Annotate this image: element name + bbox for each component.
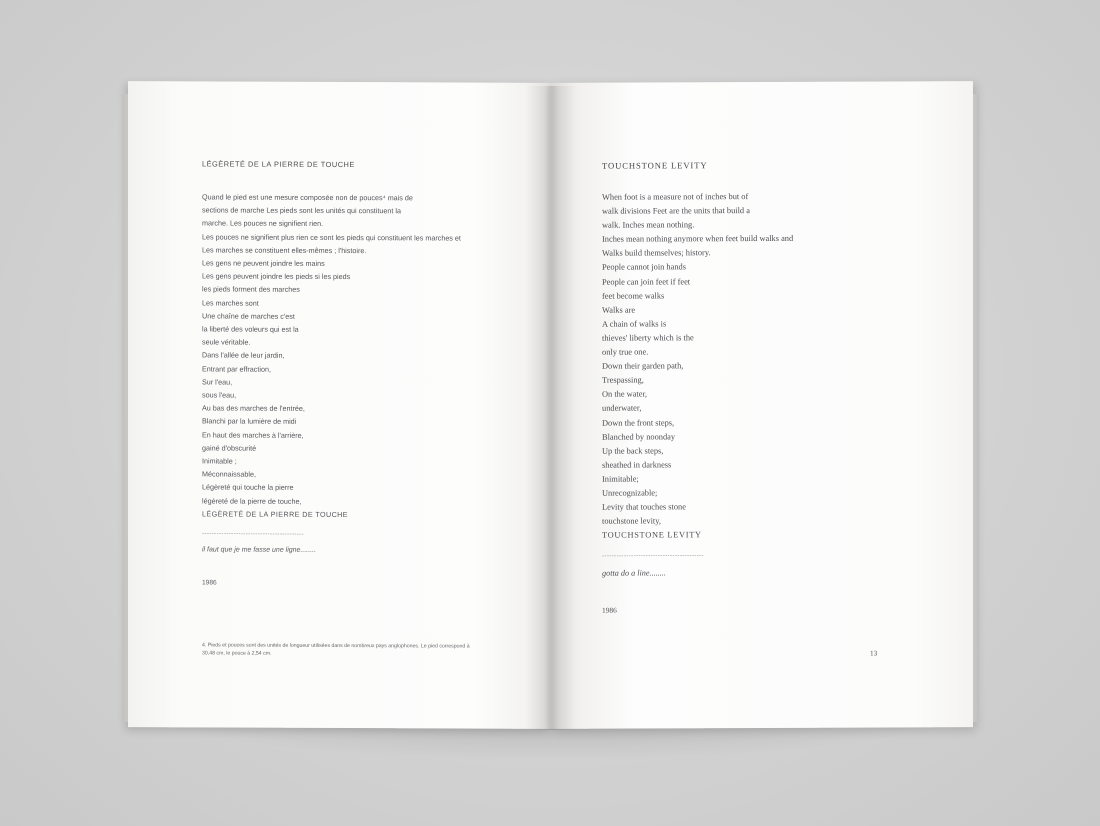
left-page-text-column	[202, 159, 492, 587]
poem-line: Les marches se constituent elles-mêmes ; l'histoire.	[202, 245, 367, 255]
poem-line-final-caps: TOUCHSTONE LEVITY	[602, 530, 702, 540]
poem-line: feet become walks	[602, 291, 665, 301]
poem-line: Les gens peuvent joindre les pieds si les pieds	[202, 271, 351, 282]
right-page-spine-shading	[550, 83, 576, 729]
poem-line: les pieds forment des marches	[202, 284, 300, 295]
poem-line: Dans l'allée de leur jardin,	[202, 350, 285, 361]
poem-line: When foot is a measure not of inches but of	[602, 192, 749, 202]
poem-line: Une chaîne de marches c'est	[202, 311, 295, 321]
poem-line: Inches mean nothing anymore when feet build walks and	[602, 234, 794, 244]
poem-closing-line: gotta do a line........	[602, 568, 666, 579]
open-book	[128, 82, 973, 742]
poem-line: En haut des marches à l'arrière,	[202, 430, 304, 440]
poem-line: Les gens ne peuvent joindre les mains	[202, 258, 325, 268]
poem-line: Entrant par effraction,	[202, 364, 271, 374]
poem-closing-line: il faut que je me fasse une ligne........	[202, 546, 317, 554]
poem-line: Méconnaissable,	[202, 469, 256, 479]
poem-year: 1986	[202, 579, 217, 587]
poem-line: Sur l'eau,	[202, 377, 233, 387]
poem-line: légèreté de la pierre de touche,	[202, 496, 302, 506]
poem-line: A chain of walks is	[602, 319, 667, 329]
poem-title-english: TOUCHSTONE LEVITY	[602, 160, 708, 171]
poem-line: Quand le pied est une mesure composée non de pouces⁴ mais de	[202, 192, 413, 203]
poem-line: Walks are	[602, 305, 636, 315]
poem-line: Les pouces ne signifient plus rien ce sont les pieds qui constituent les marches et	[202, 232, 461, 243]
footnote: 4. Pieds et pouces sont des unités de longueur utilisées dans de nombreux pays anglophones. Le pied correspond à 30,48 cm, le pouce à 2,54 cm.	[202, 642, 470, 658]
poem-line: sheathed in darkness	[602, 460, 672, 470]
poem-line: seule véritable.	[202, 337, 251, 347]
poem-line: Blanched by noonday	[602, 431, 676, 442]
poem-line: walk. Inches mean nothing.	[602, 220, 695, 230]
poem-line: Down their garden path,	[602, 361, 684, 371]
poem-line: Blanchi par la lumière de midi	[202, 416, 297, 427]
left-page-spine-shading	[525, 83, 551, 729]
poem-line: Walks build themselves; history.	[602, 248, 711, 259]
right-page-text-column	[602, 159, 892, 615]
page-number: 13	[870, 649, 878, 658]
poem-line: gainé d'obscurité	[202, 443, 257, 453]
poem-line: thieves' liberty which is the	[602, 333, 694, 343]
page-block-edge-right	[972, 94, 979, 722]
poem-line: sections de marche Les pieds sont les unités qui constituent la	[202, 205, 401, 216]
poem-line-final-caps: LÉGÈRETÉ DE LA PIERRE DE TOUCHE	[202, 509, 348, 519]
poem-line: only true one.	[602, 347, 649, 357]
poem-line: Inimitable;	[602, 474, 639, 484]
poem-line: Levity that touches stone	[602, 502, 686, 512]
poem-title-french: LÉGÈRETÉ DE LA PIERRE DE TOUCHE	[202, 159, 355, 170]
poem-line: underwater,	[602, 403, 642, 414]
poem-line: Trespassing,	[602, 375, 644, 385]
poem-line: Au bas des marches de l'entrée,	[202, 403, 305, 414]
poem-line: Down the front steps,	[602, 417, 675, 428]
poem-line: Up the back steps,	[602, 446, 664, 456]
poem-line: People cannot join hands	[602, 262, 686, 273]
dashed-rule: ------------------------------------------	[602, 552, 704, 561]
poem-line: On the water,	[602, 389, 648, 400]
left-page	[128, 81, 551, 729]
poem-line: marche. Les pouces ne signifient rien.	[202, 218, 324, 229]
poem-line: la liberté des voleurs qui est la	[202, 324, 299, 334]
poem-line: Inimitable ;	[202, 456, 237, 466]
dashed-rule: ------------------------------------------	[202, 530, 304, 538]
poem-line: Légèreté qui touche la pierre	[202, 482, 294, 493]
poem-year: 1986	[602, 605, 617, 616]
poem-line: People can join feet if feet	[602, 276, 691, 287]
poem-line: sous l'eau,	[202, 390, 237, 400]
poem-line: touchstone levity,	[602, 516, 662, 526]
right-page	[550, 81, 973, 729]
poem-line: Les marches sont	[202, 298, 259, 308]
poem-line: walk divisions Feet are the units that build a	[602, 206, 750, 216]
poem-line: Unrecognizable;	[602, 488, 658, 498]
